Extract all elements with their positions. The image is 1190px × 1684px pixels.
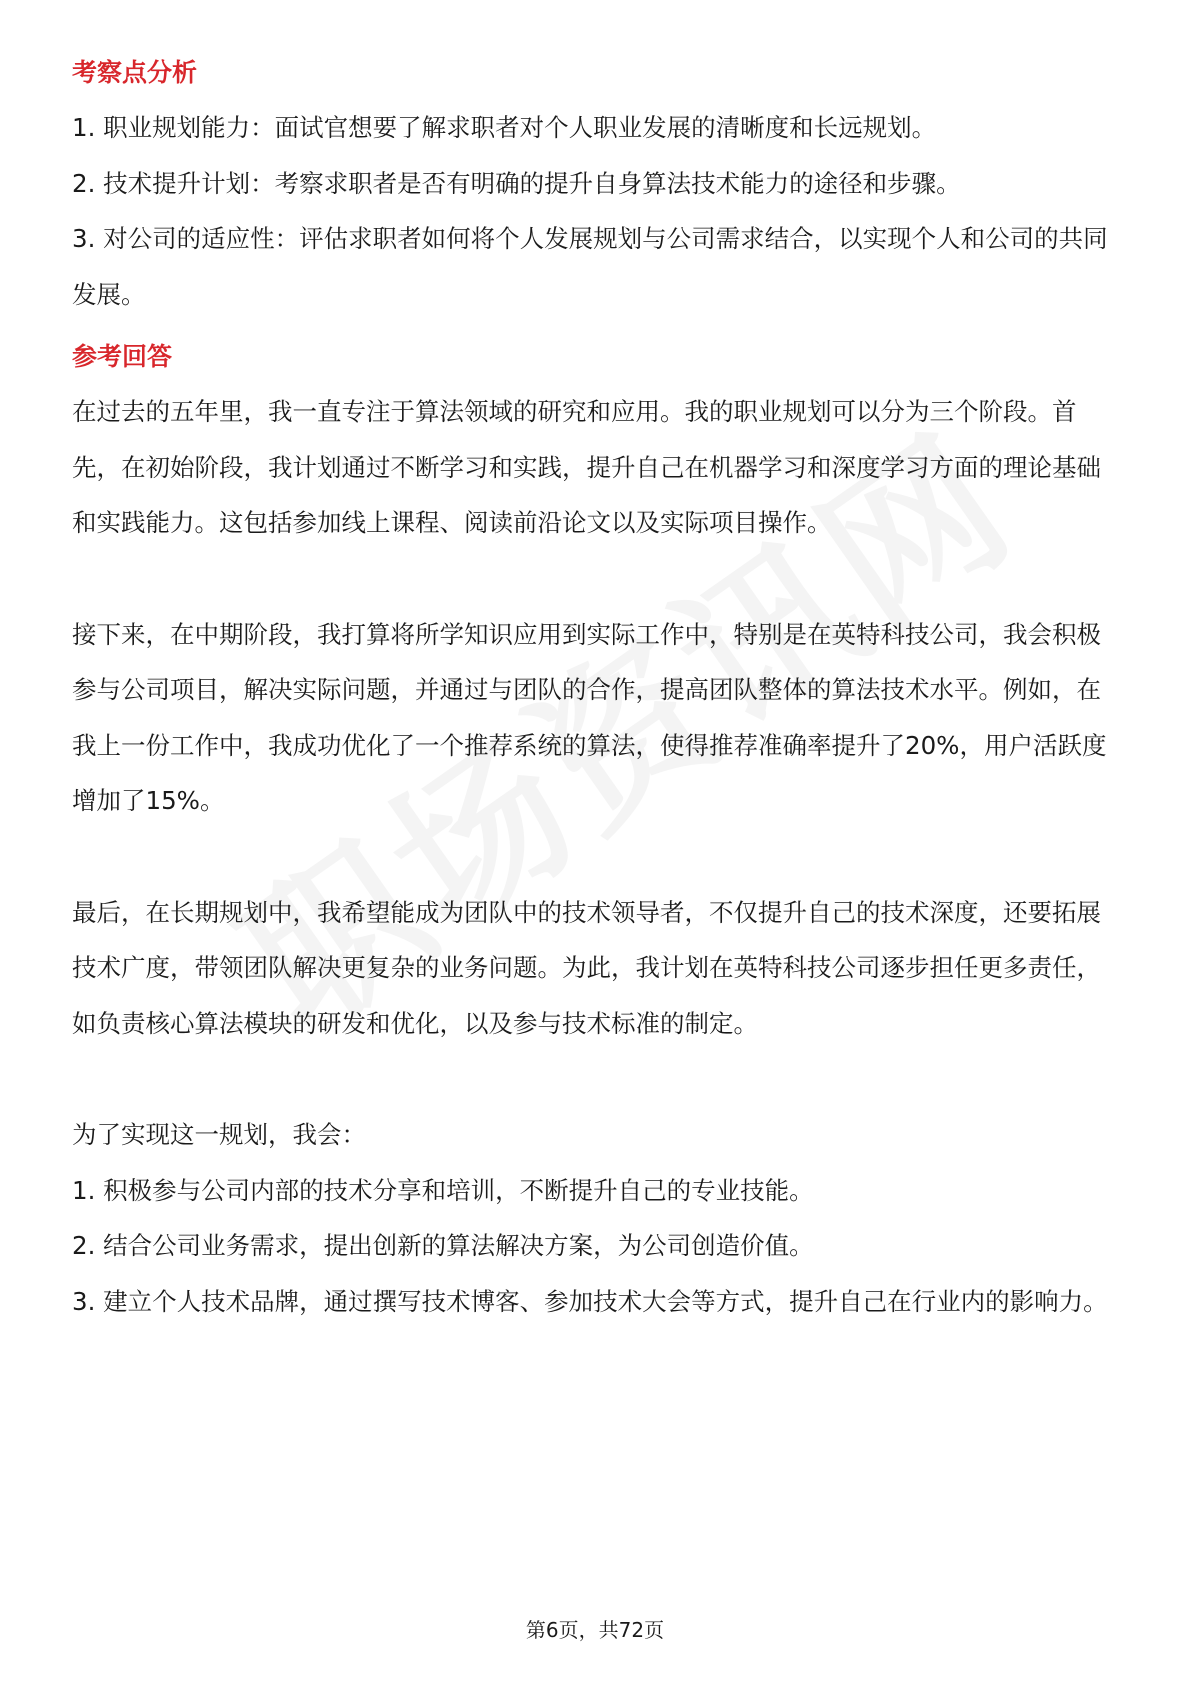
analysis-item: 3. 对公司的适应性：评估求职者如何将个人发展规划与公司需求结合，以实现个人和公司的共同发展。 [72,224,1108,309]
answer-paragraph: 在过去的五年里，我一直专注于算法领域的研究和应用。我的职业规划可以分为三个阶段。首先，在初始阶段，我计划通过不断学习和实践，提升自己在机器学习和深度学习方面的理论基础和实践能力。这包括参加线上课程、阅读前沿论文以及实际项目操作。 [72,397,1101,537]
analysis-item: 1. 职业规划能力：面试官想要了解求职者对个人职业发展的清晰度和长远规划。 [72,113,937,142]
plan-item: 2. 结合公司业务需求，提出创新的算法解决方案，为公司创造价值。 [72,1231,814,1260]
plan-item: 3. 建立个人技术品牌，通过撰写技术博客、参加技术大会等方式，提升自己在行业内的影响力。 [72,1286,1108,1316]
document-body [72,46,1118,1329]
answer-title: 参考回答 [72,342,173,371]
answer-paragraph: 最后，在长期规划中，我希望能成为团队中的技术领导者，不仅提升自己的技术深度，还要拓展技术广度，带领团队解决更复杂的业务问题。为此，我计划在英特科技公司逐步担任更多责任，如负责核心算法模块的研发和优化，以及参与技术标准的制定。 [72,897,1101,1038]
plan-intro: 为了实现这一规划，我会： [72,1120,366,1149]
answer-paragraph: 接下来，在中期阶段，我打算将所学知识应用到实际工作中，特别是在英特科技公司，我会积极参与公司项目，解决实际问题，并通过与团队的合作，提高团队整体的算法技术水平。例如，在我上一份工作中，我成功优化了一个推荐系统的算法，使得推荐准确率提升了20%，用户活跃度增加了15%。 [72,619,1107,815]
plan-item: 1. 积极参与公司内部的技术分享和培训，不断提升自己的专业技能。 [72,1175,814,1205]
analysis-title: 考察点分析 [72,58,198,87]
page-number: 第6页，共72页 [525,1618,665,1642]
analysis-item: 2. 技术提升计划：考察求职者是否有明确的提升自身算法技术能力的途径和步骤。 [72,168,961,198]
